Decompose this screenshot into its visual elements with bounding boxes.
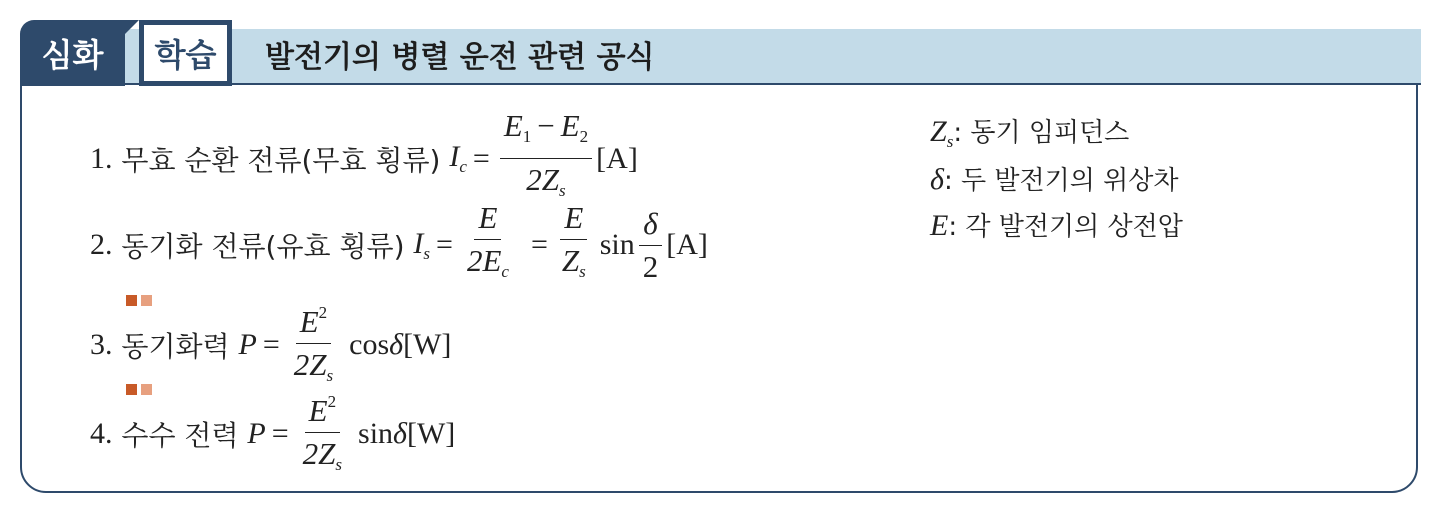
formula-variable: P [238,327,257,361]
formula-variable: $I_c$ [449,140,467,176]
unit: [W] [407,416,456,450]
formula-label: 수수 전력 [121,418,239,452]
function-name: sin [358,416,394,450]
fraction: $\frac{\delta}{2}$ [639,206,663,285]
equals-sign: = [436,228,453,261]
legend-item: E: 각 발전기의 상전압 [930,209,1183,242]
formula-2 [90,200,708,290]
function-name: cos [349,327,390,361]
formula-label: 동기화력 [121,329,230,363]
fraction: $\frac{E}{Z_s}$ [561,200,586,281]
unit: [A] [596,141,638,175]
equals-sign: = [530,228,548,261]
formula-number: 1. [90,141,113,175]
formula-4 [90,384,455,483]
angle-variable: δ [389,327,404,361]
formula-label: 동기화 전류(유효 횡류) [121,230,405,263]
fraction: $\frac{E}{2E_c}$ [466,200,509,281]
formula-variable: $I_s$ [413,226,431,263]
equals-sign: = [262,327,280,361]
formula-number: 3. [90,327,113,361]
legend-item: $Z_s$: 동기 임피던스 [930,115,1130,151]
fraction: $\frac{E_1 - E_2}{2Z_s}$ [500,108,592,209]
section-badge [20,20,232,86]
formula-variable: P [247,416,266,450]
formula-3 [90,295,451,394]
fraction: $\frac{E^2}{2Z_s}$ [290,295,337,394]
function-name: sin [599,228,635,261]
unit: [A] [666,228,708,261]
equals-sign: = [271,416,289,450]
fraction: $\frac{E^2}{2Z_s}$ [299,384,346,483]
badge-left: 심화 [20,20,125,86]
formula-number: 4. [90,416,113,450]
formula-1 [90,108,638,209]
angle-variable: δ [393,416,407,450]
equals-sign: = [472,141,490,175]
badge-right: 학습 [144,25,227,81]
badge-right-frame [139,20,232,86]
unit: [W] [403,327,452,361]
formula-number: 2. [90,228,113,261]
section-title: 발전기의 병렬 운전 관련 공식 [265,40,655,75]
legend-item: δ: 두 발전기의 위상차 [930,163,1179,196]
formula-label: 무효 순환 전류(무효 횡류) [121,143,441,177]
